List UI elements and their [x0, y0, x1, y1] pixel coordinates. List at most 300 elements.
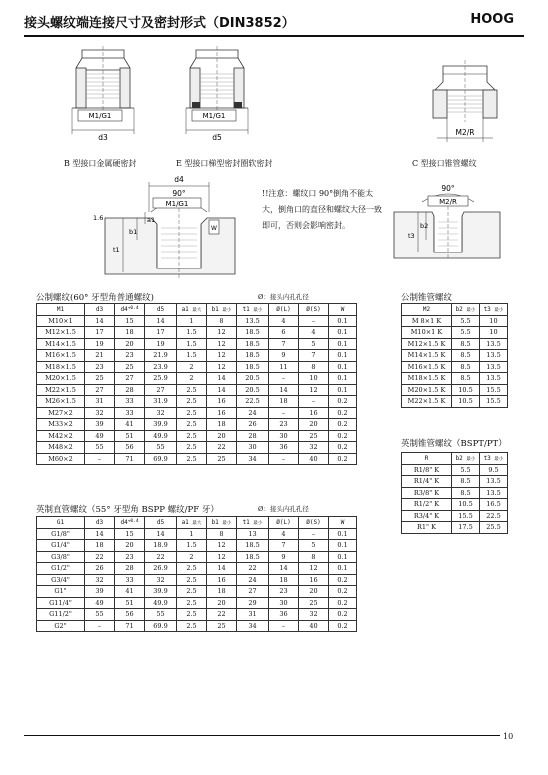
table-header-row	[402, 453, 508, 465]
table-row	[37, 384, 357, 396]
table-cell: M22×1.5	[37, 384, 85, 396]
table-row	[37, 609, 357, 621]
b-type-thread-label: M1/G1	[88, 112, 112, 120]
table-cell: 20	[299, 586, 329, 598]
table-cell: 49	[85, 597, 115, 609]
bspp-table-title: 英制直管螺纹（55° 牙型角 BSPP 螺纹/PF 牙）	[36, 505, 219, 515]
table-row	[37, 528, 357, 540]
table-cell: M18×1.5 K	[402, 373, 452, 385]
table-cell: 0.1	[329, 551, 357, 563]
table-row	[37, 574, 357, 586]
table-cell: M16×1.5	[37, 350, 85, 362]
table-cell: 16	[299, 407, 329, 419]
angle-label: 90°	[172, 189, 186, 198]
table-cell: 1.5	[177, 350, 207, 362]
b2-label: b2	[420, 222, 429, 230]
table-cell: 5	[299, 338, 329, 350]
col-header: d5	[145, 304, 177, 316]
table-cell: 20	[115, 540, 145, 552]
table-cell: 29	[237, 597, 269, 609]
cone-detail-diagram	[388, 180, 508, 260]
metric-taper-table	[401, 303, 508, 408]
table-cell: 9	[269, 350, 299, 362]
table-cell: 25	[85, 373, 115, 385]
table-cell: M27×2	[37, 407, 85, 419]
table-cell: M16×1.5 K	[402, 361, 452, 373]
e-type-diagram	[182, 46, 252, 146]
table-cell: 16	[207, 396, 237, 408]
table-cell: 18.9	[145, 540, 177, 552]
table-cell: 14	[145, 528, 177, 540]
table-cell: 25.5	[480, 522, 508, 534]
table-cell: 10	[480, 327, 508, 339]
table-cell: 1.5	[177, 540, 207, 552]
table-row	[37, 361, 357, 373]
table-row	[37, 597, 357, 609]
table-cell: 12	[207, 551, 237, 563]
table-cell: 18	[85, 540, 115, 552]
table-cell: 12	[207, 338, 237, 350]
table-cell: 24	[237, 407, 269, 419]
table-cell: 2.5	[177, 453, 207, 465]
table-cell: 23	[269, 586, 299, 598]
table-header-row	[402, 304, 508, 316]
e-type-dim-label: d5	[212, 133, 222, 142]
table-cell: 25	[207, 453, 237, 465]
table-cell: 49.9	[145, 597, 177, 609]
table-cell: 16	[299, 574, 329, 586]
table-cell: 25.9	[145, 373, 177, 385]
table-cell: 10	[480, 315, 508, 327]
table-cell: 2.5	[177, 597, 207, 609]
table-row	[402, 487, 508, 499]
table-row	[37, 563, 357, 575]
table-cell: M33×2	[37, 419, 85, 431]
table-cell: 10.5	[452, 499, 480, 511]
table-row	[402, 510, 508, 522]
table-cell: 56	[115, 442, 145, 454]
table-cell: 18.5	[237, 327, 269, 339]
table-cell: 16	[207, 407, 237, 419]
table-cell: 19	[85, 338, 115, 350]
table-cell: 71	[115, 453, 145, 465]
table-cell: 26	[237, 419, 269, 431]
w-label: W	[211, 225, 217, 232]
table-cell: 22	[145, 551, 177, 563]
metric-table-note: Ø：接头内孔孔径	[258, 293, 309, 301]
table-cell: 8.5	[452, 350, 480, 362]
table-cell: M18×1.5	[37, 361, 85, 373]
table-cell: 34	[237, 453, 269, 465]
table-row	[402, 315, 508, 327]
col-header: W	[329, 304, 357, 316]
col-header: a1 最大	[177, 304, 207, 316]
table-cell: 1	[177, 315, 207, 327]
table-row	[402, 327, 508, 339]
col-header: $d4^{+0.4}$	[115, 304, 145, 316]
b1-label: b1	[129, 228, 138, 236]
table-cell: 2.5	[177, 586, 207, 598]
table-cell: 0.1	[329, 327, 357, 339]
table-cell: 0.1	[329, 528, 357, 540]
table-cell: 20.5	[237, 373, 269, 385]
table-cell: 16	[207, 574, 237, 586]
table-row	[402, 522, 508, 534]
table-cell: 32	[145, 574, 177, 586]
table-cell: 11	[269, 361, 299, 373]
table-cell: 14	[145, 315, 177, 327]
table-cell: 10	[299, 373, 329, 385]
table-cell: 55	[85, 609, 115, 621]
table-cell: M14×1.5	[37, 338, 85, 350]
table-cell: 0.2	[329, 609, 357, 621]
table-cell: 8	[207, 315, 237, 327]
table-cell: R1/4" K	[402, 476, 452, 488]
table-cell: 25	[207, 620, 237, 632]
table-row	[402, 338, 508, 350]
table-cell: 13.5	[480, 373, 508, 385]
table-cell: 20	[207, 597, 237, 609]
table-cell: 12	[207, 540, 237, 552]
page-number: 10	[503, 732, 514, 741]
table-row	[402, 464, 508, 476]
table-cell: 20	[115, 338, 145, 350]
table-cell: 13.5	[480, 476, 508, 488]
table-cell: 30	[269, 597, 299, 609]
col-header: d5	[145, 517, 177, 529]
table-cell: 1	[177, 528, 207, 540]
table-row	[37, 315, 357, 327]
table-cell: 33	[115, 407, 145, 419]
table-cell: 7	[269, 540, 299, 552]
table-cell: M26×1.5	[37, 396, 85, 408]
table-cell: G1/4"	[37, 540, 85, 552]
t1-label: t1	[113, 246, 120, 254]
table-cell: 40	[299, 453, 329, 465]
table-cell: 9.5	[480, 464, 508, 476]
table-cell: 26	[85, 563, 115, 575]
table-cell: 2	[177, 551, 207, 563]
table-cell: 0.2	[329, 597, 357, 609]
table-row	[402, 373, 508, 385]
table-cell: 32	[85, 574, 115, 586]
table-cell: 28	[115, 384, 145, 396]
table-cell: 18	[269, 574, 299, 586]
table-cell: 0.1	[329, 361, 357, 373]
table-cell: 14	[269, 563, 299, 575]
table-cell: –	[299, 528, 329, 540]
table-cell: 21	[85, 350, 115, 362]
col-header: b1 最小	[207, 304, 237, 316]
table-row	[37, 453, 357, 465]
table-cell: 2.5	[177, 563, 207, 575]
table-cell: 14	[207, 373, 237, 385]
table-cell: M22×1.5 K	[402, 396, 452, 408]
table-cell: 23	[85, 361, 115, 373]
table-cell: 5.5	[452, 464, 480, 476]
cone-thread-label: M2/R	[439, 198, 457, 206]
table-cell: 2.5	[177, 430, 207, 442]
col-header: Ø(S)	[299, 304, 329, 316]
table-cell: 55	[85, 442, 115, 454]
table-cell: 8	[299, 361, 329, 373]
metric-table-title: 公制螺纹(60° 牙型角普通螺纹)	[36, 293, 154, 303]
table-cell: 12	[207, 327, 237, 339]
table-row	[37, 586, 357, 598]
table-cell: 0.2	[329, 442, 357, 454]
table-cell: 23.9	[145, 361, 177, 373]
radius-label: 1.6	[93, 214, 104, 222]
table-row	[37, 350, 357, 362]
table-cell: 15.5	[480, 384, 508, 396]
table-cell: 2.5	[177, 620, 207, 632]
b-type-dim-label: d3	[98, 133, 108, 142]
table-cell: M 8×1 K	[402, 315, 452, 327]
table-cell: 23	[115, 551, 145, 563]
table-cell: 69.9	[145, 453, 177, 465]
c-type-caption: C 型接口锥管螺纹	[412, 159, 477, 168]
col-header: d3	[85, 517, 115, 529]
table-cell: M12×1.5 K	[402, 338, 452, 350]
table-cell: R1/2" K	[402, 499, 452, 511]
table-cell: 19	[145, 338, 177, 350]
table-cell: 0.1	[329, 315, 357, 327]
table-cell: 23	[269, 419, 299, 431]
table-cell: 18.5	[237, 551, 269, 563]
table-cell: G3/4"	[37, 574, 85, 586]
table-cell: 0.2	[329, 620, 357, 632]
table-cell: 51	[115, 597, 145, 609]
table-cell: 30	[237, 442, 269, 454]
table-cell: G11/4"	[37, 597, 85, 609]
table-cell: 28	[115, 563, 145, 575]
table-cell: 36	[269, 609, 299, 621]
table-cell: 12	[207, 361, 237, 373]
table-cell: 18	[207, 586, 237, 598]
table-cell: 1.5	[177, 338, 207, 350]
table-cell: 40	[299, 620, 329, 632]
table-cell: –	[85, 453, 115, 465]
table-cell: 22	[85, 551, 115, 563]
table-row	[37, 338, 357, 350]
table-cell: 55	[145, 442, 177, 454]
table-cell: 0.2	[329, 586, 357, 598]
table-cell: G1"	[37, 586, 85, 598]
table-cell: 0.1	[329, 384, 357, 396]
table-cell: 0.1	[329, 338, 357, 350]
table-cell: 0.2	[329, 430, 357, 442]
table-cell: 0.1	[329, 540, 357, 552]
col-header: Ø(L)	[269, 517, 299, 529]
table-cell: M14×1.5 K	[402, 350, 452, 362]
table-cell: 34	[237, 620, 269, 632]
table-cell: –	[85, 620, 115, 632]
table-cell: R3/8" K	[402, 487, 452, 499]
table-cell: 0.2	[329, 574, 357, 586]
table-cell: 13.5	[480, 487, 508, 499]
table-cell: 31.9	[145, 396, 177, 408]
table-cell: 17	[85, 327, 115, 339]
table-cell: 9	[269, 551, 299, 563]
a1-label: a1	[147, 216, 156, 224]
table-cell: –	[269, 453, 299, 465]
bspt-taper-table	[401, 452, 508, 534]
table-cell: 22	[207, 442, 237, 454]
table-cell: 25	[115, 361, 145, 373]
table-cell: 0.1	[329, 373, 357, 385]
col-header: Ø(L)	[269, 304, 299, 316]
table-cell: 27	[115, 373, 145, 385]
table-cell: 41	[115, 419, 145, 431]
table-cell: G1/2"	[37, 563, 85, 575]
table-cell: 8.5	[452, 361, 480, 373]
table-cell: 32	[145, 407, 177, 419]
table-cell: G1/8"	[37, 528, 85, 540]
table-cell: 25	[299, 597, 329, 609]
table-cell: 25	[299, 430, 329, 442]
table-cell: 32	[85, 407, 115, 419]
d4-label: d4	[174, 175, 184, 184]
col-header: $d4^{+0.4}$	[115, 517, 145, 529]
table-cell: G11/2"	[37, 609, 85, 621]
header-divider	[24, 35, 524, 37]
table-cell: 17.5	[452, 522, 480, 534]
table-cell: 0.2	[329, 396, 357, 408]
table-row	[37, 327, 357, 339]
table-row	[402, 350, 508, 362]
table-cell: 15	[115, 315, 145, 327]
footer-divider	[24, 735, 500, 736]
table-cell: 2.5	[177, 574, 207, 586]
table-cell: M12×1.5	[37, 327, 85, 339]
table-cell: 39.9	[145, 419, 177, 431]
table-cell: 14	[207, 384, 237, 396]
table-cell: 5.5	[452, 327, 480, 339]
table-cell: 31	[237, 609, 269, 621]
col-header: d3	[85, 304, 115, 316]
table-cell: 2.5	[177, 407, 207, 419]
c-type-thread-label: M2/R	[455, 128, 475, 137]
table-cell: 31	[85, 396, 115, 408]
col-header: a1 最大	[177, 517, 207, 529]
table-cell: 8.5	[452, 338, 480, 350]
e-type-thread-label: M1/G1	[202, 112, 226, 120]
table-cell: 28	[237, 430, 269, 442]
page-title: 接头螺纹端连接尺寸及密封形式（DIN3852）	[24, 16, 295, 31]
table-cell: 0.1	[329, 563, 357, 575]
bspt-table-title: 英制锥管螺纹（BSPT/PT）	[401, 439, 507, 449]
table-cell: G2"	[37, 620, 85, 632]
col-header: G1	[37, 517, 85, 529]
table-cell: M10×1	[37, 315, 85, 327]
col-header: R	[402, 453, 452, 465]
table-cell: 22.5	[480, 510, 508, 522]
table-cell: 14	[85, 315, 115, 327]
table-cell: 18.5	[237, 350, 269, 362]
table-cell: 32	[299, 609, 329, 621]
metric-thread-table	[36, 303, 357, 465]
table-cell: M42×2	[37, 430, 85, 442]
table-cell: 27	[145, 384, 177, 396]
table-cell: 17	[145, 327, 177, 339]
table-row	[37, 407, 357, 419]
table-cell: 12	[299, 384, 329, 396]
table-cell: 0.2	[329, 453, 357, 465]
table-cell: 8.5	[452, 487, 480, 499]
table-cell: M10×1 K	[402, 327, 452, 339]
table-cell: 4	[299, 327, 329, 339]
table-cell: 8	[299, 551, 329, 563]
table-cell: 2.5	[177, 396, 207, 408]
table-cell: 22	[237, 563, 269, 575]
table-cell: 23	[115, 350, 145, 362]
table-cell: 20.5	[237, 384, 269, 396]
table-cell: –	[269, 407, 299, 419]
table-row	[37, 396, 357, 408]
table-cell: 15	[115, 528, 145, 540]
table-cell: M20×1.5 K	[402, 384, 452, 396]
table-cell: –	[299, 315, 329, 327]
table-cell: 5	[299, 540, 329, 552]
table-row	[402, 499, 508, 511]
cone-angle-label: 90°	[441, 184, 455, 193]
col-header: t1 最小	[237, 304, 269, 316]
table-cell: R1" K	[402, 522, 452, 534]
table-cell: M48×2	[37, 442, 85, 454]
table-cell: 18.5	[237, 338, 269, 350]
b-type-diagram	[68, 46, 138, 146]
col-header: b2 最小	[452, 453, 480, 465]
col-header: t1 最小	[237, 517, 269, 529]
table-cell: 30	[269, 430, 299, 442]
table-cell: 0.2	[329, 407, 357, 419]
table-cell: 18.5	[237, 540, 269, 552]
metric-taper-table-title: 公制锥管螺纹	[401, 293, 453, 303]
table-cell: 2	[177, 373, 207, 385]
table-cell: 10.5	[452, 384, 480, 396]
col-header: M1	[37, 304, 85, 316]
table-cell: 49	[85, 430, 115, 442]
table-row	[402, 384, 508, 396]
table-cell: –	[299, 396, 329, 408]
table-cell: 33	[115, 396, 145, 408]
bspp-table-note: Ø：接头内孔孔径	[258, 505, 309, 513]
table-cell: 8.5	[452, 373, 480, 385]
col-header: b1 最小	[207, 517, 237, 529]
col-header: Ø(S)	[299, 517, 329, 529]
table-cell: 18.5	[237, 361, 269, 373]
table-cell: 36	[269, 442, 299, 454]
col-header: t3 最小	[480, 453, 508, 465]
table-cell: M60×2	[37, 453, 85, 465]
bspp-thread-table	[36, 516, 357, 632]
table-cell: 15.5	[480, 396, 508, 408]
table-cell: 18	[269, 396, 299, 408]
col-header: W	[329, 517, 357, 529]
table-cell: 15.5	[452, 510, 480, 522]
table-cell: 22.5	[237, 396, 269, 408]
table-cell: 6	[269, 327, 299, 339]
table-cell: 69.9	[145, 620, 177, 632]
table-cell: 21.9	[145, 350, 177, 362]
table-cell: M20×1.5	[37, 373, 85, 385]
table-cell: 20	[207, 430, 237, 442]
table-cell: 14	[207, 563, 237, 575]
table-cell: 14	[269, 384, 299, 396]
table-row	[402, 396, 508, 408]
table-cell: –	[269, 620, 299, 632]
table-header-row	[37, 304, 357, 316]
